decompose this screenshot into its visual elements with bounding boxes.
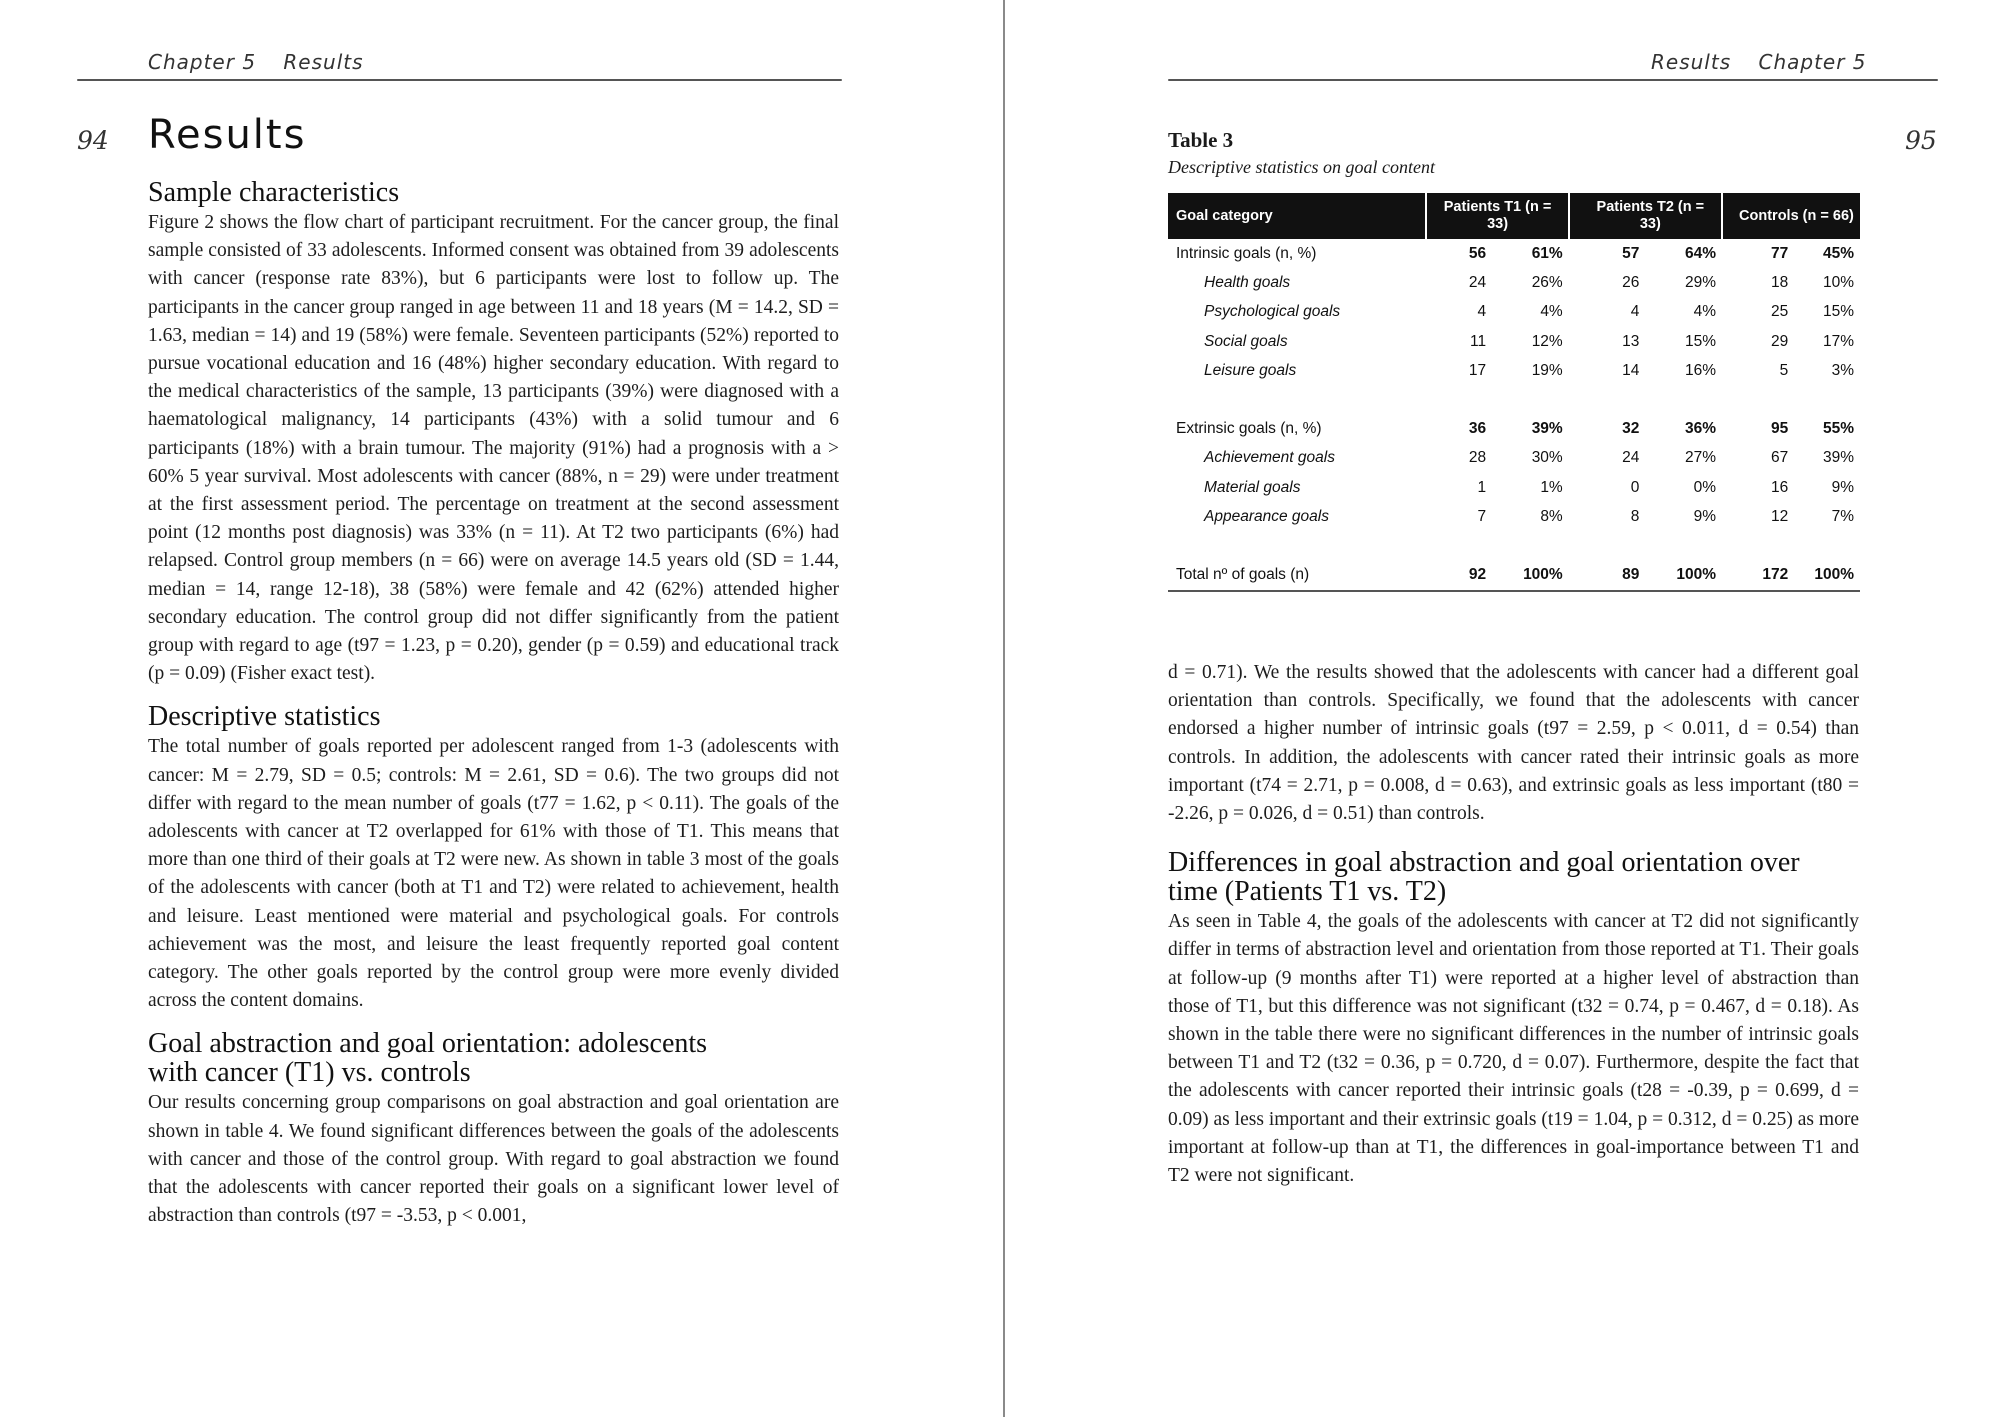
table-cell: 10% [1822,273,1854,291]
table-cell: 15% [1822,303,1854,321]
row-label: Intrinsic goals (n, %) [1176,244,1317,262]
table-cell: 0% [1693,478,1716,496]
table-row [1168,502,1860,531]
table-cell: 89 [1580,561,1646,591]
table-cell: 28 [1468,449,1487,467]
section-heading: Differences in goal abstraction and goal orientation over time (Patients T1 vs. T2) [1168,847,1800,908]
table-cell: 39% [1822,449,1854,467]
row-label: Health goals [1204,273,1291,291]
row-label: Psychological goals [1204,303,1341,321]
table-cell: 18 [1770,273,1789,291]
table-cell: 4% [1540,303,1563,321]
column-header: Patients T2 (n = 33) [1596,199,1705,232]
table-cell: 15% [1684,332,1716,350]
left-text-column [148,178,839,1231]
page-number: 94 [77,126,109,155]
table-cell: 1% [1540,478,1563,496]
body-paragraph: Figure 2 shows the flow chart of participant recruitment. For the cancer group, the final sample consisted of 33 adolescents. Informed consent was obtained from 39 adolescents with cancer (response rate 83%), but 6 participants were lost to follow up. The participants in the cancer group ranged in age between 11 and 18 years (M = 14.2, SD = 1.63, median = 14) and 19 (58%) were female. Seventeen participants (52%) reported to pursue vocational education and 16 (48%) higher secondary education. With regard to the medical characteristics of the sample, 13 participants (39%) were diagnosed with a haematological malignancy, 14 participants (43%) with a solid tumour and 6 participants (18%) with a brain tumour. The majority (91%) had a prognosis with a > 60% 5 year survival. Most adolescents with cancer (88%, n = 29) were under treatment at the first assessment period. The percentage on treatment at the second assessment point (12 months post diagnosis) was 33% (n = 11). At T2 two participants (6%) had relapsed. Control group members (n = 66) were on average 14.5 years old (SD = 1.44, median = 14, range 12-18), 38 (58%) were female and 42 (62%) attended higher secondary education. The control group did not differ significantly from the patient group with regard to age (t97 = 1.23, p = 0.20), gender (p = 0.59) and educational track (p = 0.09) (Fisher exact test). [148,212,839,685]
table-row [1168,473,1860,502]
table-label: Table 3 [1168,128,1234,152]
table-cell: 25 [1770,303,1789,321]
header-rule [1168,79,1938,81]
table-row [1168,327,1860,356]
table-cell: 27% [1684,449,1716,467]
running-head-left [148,50,384,74]
table-cell: 8% [1540,508,1563,526]
table-cell: 172 [1733,561,1794,591]
table-cell: 4% [1693,303,1716,321]
running-head-section: Results [1651,50,1732,74]
table-cell: 64% [1684,244,1716,262]
row-label: Social goals [1204,332,1288,350]
body-paragraph: As seen in Table 4, the goals of the adolescents with cancer at T2 did not significantly differ in terms of abstraction level and orientation from those reported at T1. Their goals at follow-up (9 months after T1) were reported at a higher level of abstraction than those of T1, but this difference was not significant (t32 = 0.74, p = 0.467, d = 0.18). As shown in the table there were no significant differences in the number of intrinsic goals between T1 and T2 (t32 = 0.36, p = 0.720, d = 0.07). Furthermore, despite the fact that the adolescents with cancer reported their intrinsic goals (t28 = -0.39, p = 0.699, d = 0.09) as less important and their extrinsic goals (t19 = 1.04, p = 0.312, d = 0.25) as more important at follow-up than at T1, the differences in goal-importance between T1 and T2 were not significant. [1168,911,1859,1187]
table-cell: 100% [1794,561,1860,591]
body-paragraph: The total number of goals reported per adolescent ranged from 1-3 (adolescents with cancer: M = 2.79, SD = 0.5; controls: M = 2.61, SD = 0.6). The two groups did not differ with regard to the mean number of goals (t77 = 1.62, p < 0.11). The goals of the adolescents with cancer at T2 overlapped for 61% with those of T1. This means that more than one third of their goals at T2 were new. As shown in table 3 most of the goals of the adolescents with cancer (both at T1 and T2) were related to achievement, health and leisure. Least mentioned were material and psychological goals. For controls achievement was the most, and leisure the least frequently reported goal content category. The other goals reported by the control group were more evenly divided across the content domains. [148,736,839,1012]
table-cell: 92 [1426,561,1492,591]
table-cell: 17% [1822,332,1854,350]
left-page [0,0,1003,1417]
table-cell: 26% [1531,273,1563,291]
table-cell: 16 [1770,478,1789,496]
table-cell: 3% [1831,361,1854,379]
column-header: Controls (n = 66) [1739,207,1854,224]
table-cell: 61% [1531,244,1563,262]
table-cell: 57 [1622,244,1640,262]
table-group-row [1168,239,1860,268]
table-cell: 29% [1684,273,1716,291]
column-header: Goal category [1176,207,1273,224]
table-row [1168,268,1860,297]
table-cell: 32 [1622,420,1640,438]
table-cell: 8 [1630,508,1640,526]
table-cell: 5 [1779,361,1789,379]
table-group-row [1168,414,1860,443]
table-cell: 100% [1492,561,1569,591]
section-heading: Sample characteristics [148,177,400,208]
row-label: Achievement goals [1204,449,1335,467]
row-label: Appearance goals [1204,508,1329,526]
table-cell: 4 [1477,303,1487,321]
body-paragraph: Our results concerning group comparisons on goal abstraction and goal orientation are shown in table 4. We found significant differences between the goals of the adolescents with cancer and those of the control group. With regard to goal abstraction we found that the adolescents with cancer reported their goals on a significant lower level of abstraction than controls (t97 = -3.53, p < 0.001, [148,1092,839,1227]
row-label: Extrinsic goals (n, %) [1176,420,1322,438]
column-header: Patients T1 (n = 33) [1426,193,1568,239]
table-cell: 36% [1684,420,1716,438]
table-cell: 11 [1469,332,1487,350]
right-page [1005,0,2008,1417]
right-text-column [1168,659,1859,1190]
table-cell: 100% [1645,561,1722,591]
running-head-chapter: Chapter 5 [148,50,257,74]
table-cell: 67 [1770,449,1789,467]
chapter-title: Results [148,112,307,158]
table-title: Descriptive statistics on goal content [1168,157,1435,177]
table-cell: 24 [1468,273,1487,291]
table-cell: 14 [1622,361,1640,379]
table-total-row [1168,561,1860,591]
table-cell: 13 [1622,332,1640,350]
table-cell: 29 [1770,332,1789,350]
table-cell: 30% [1531,449,1563,467]
table-cell: 95 [1770,420,1789,438]
table-cell: 55% [1822,420,1854,438]
table-cell: 9% [1693,508,1716,526]
table-header-row [1168,193,1860,239]
header-rule [77,79,842,81]
table-cell: 24 [1622,449,1640,467]
table-cell: 56 [1468,244,1487,262]
goal-content-table [1168,193,1860,592]
table-cell: 17 [1468,361,1487,379]
table-cell: 16% [1684,361,1716,379]
table-cell: 19% [1531,361,1563,379]
section-heading: Goal abstraction and goal orientation: adolescents with cancer (T1) vs. controls [148,1028,708,1089]
body-paragraph: d = 0.71). We the results showed that the adolescents with cancer had a different goal orientation than controls. Specifically, we found that the adolescents with cancer endorsed a higher number of intrinsic goals (t97 = 2.59, p < 0.011, d = 0.54) than controls. In addition, the adolescents with cancer rated their intrinsic goals as more important (t74 = 2.71, p = 0.008, d = 0.63), and extrinsic goals as less important (t80 = -2.26, p = 0.026, d = 0.51) than controls. [1168,662,1859,825]
table-row [1168,298,1860,327]
table-row [1168,444,1860,473]
table-cell: 45% [1822,244,1854,262]
table-cell: 9% [1831,478,1854,496]
section-heading: Descriptive statistics [148,701,381,733]
table-cell: 77 [1770,244,1789,262]
running-head-section: Results [283,50,364,74]
row-label: Leisure goals [1204,361,1297,379]
running-head-right [1651,50,1887,74]
table-cell: 1 [1477,478,1487,496]
row-label: Total nº of goals (n) [1168,561,1426,591]
table-cell: 12 [1770,508,1789,526]
table-cell: 12% [1531,332,1563,350]
table-cell: 7 [1477,508,1487,526]
row-label: Material goals [1204,478,1301,496]
running-head-chapter: Chapter 5 [1758,50,1867,74]
table-cell: 26 [1622,273,1640,291]
table-row [1168,356,1860,385]
page-number: 95 [1905,126,1937,155]
table-cell: 39% [1531,420,1563,438]
table-cell: 4 [1630,303,1640,321]
table-cell: 7% [1831,508,1854,526]
table-cell: 0 [1630,478,1640,496]
table-body [1168,239,1860,591]
table-cell: 36 [1468,420,1487,438]
